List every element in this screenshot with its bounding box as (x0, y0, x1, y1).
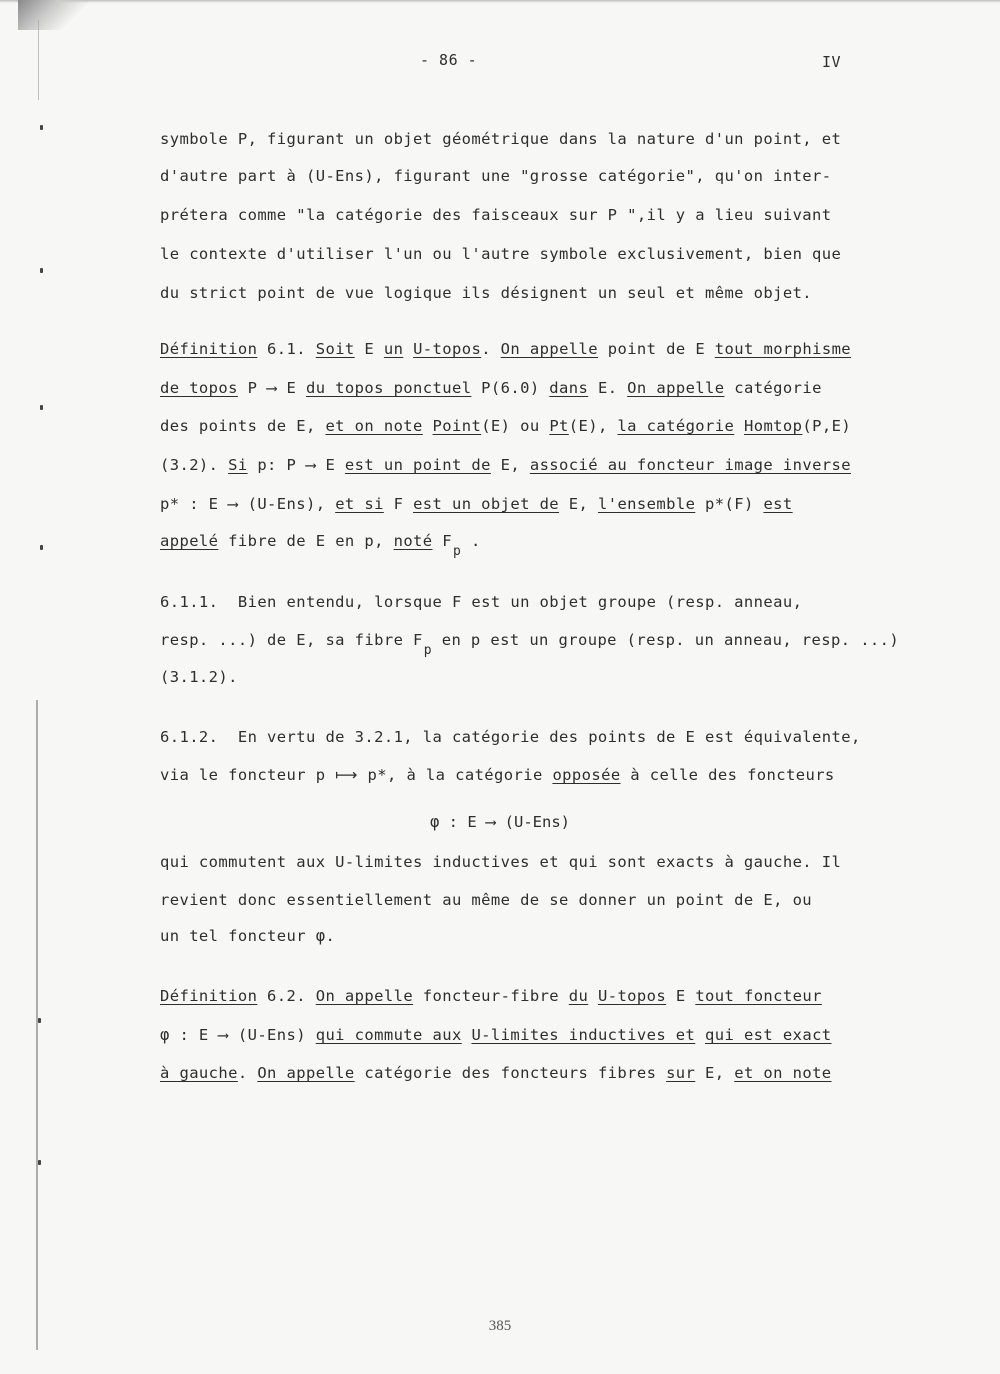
scan-speck (40, 268, 43, 273)
text-line: 6.1.1. Bien entendu, lorsque F est un objet groupe (resp. anneau, (160, 593, 803, 611)
page-number: - 86 - (420, 51, 478, 69)
text-line: le contexte d'utiliser l'un ou l'autre symbole exclusivement, bien que (160, 245, 842, 263)
text-line: d'autre part à (U-Ens), figurant une "grosse catégorie", qu'on inter- (160, 167, 832, 185)
heading-word: Définition (160, 340, 258, 358)
chapter-number: IV (822, 53, 842, 71)
scan-speck (40, 545, 43, 550)
text-line: via le foncteur p ⟼ p*, à la catégorie opposée à celle des foncteurs (160, 766, 835, 784)
scan-corner-shadow (18, 0, 88, 30)
text-line: 6.1.2. En vertu de 3.2.1, la catégorie des points de E est équivalente, (160, 728, 861, 746)
scan-edge (38, 20, 39, 100)
text-line: symbole P, figurant un objet géométrique dans la nature d'un point, et (160, 130, 842, 148)
definition-6-1-line: appelé fibre de E en p, noté $F_p$ . (160, 532, 481, 559)
definition-6-2-line: Définition 6.2. On appelle foncteur-fibre du U-topos E tout foncteur (160, 987, 822, 1005)
text-line: un tel foncteur φ. (160, 927, 336, 945)
scan-edge (0, 0, 1000, 3)
scan-speck (38, 1160, 41, 1165)
text-line: revient donc essentiellement au même de se donner un point de E, ou (160, 891, 813, 909)
scan-speck (40, 125, 43, 130)
folio-number: 385 (488, 1318, 512, 1334)
text-line: resp. ...) de E, sa fibre $F_p$ en p est un groupe (resp. un anneau, resp. ...) (160, 631, 900, 658)
definition-6-1-line: p* : E ⟶ (U-Ens), et si F est un objet de E, l'ensemble p*(F) est (160, 495, 793, 513)
definition-6-2-line: à gauche. On appelle catégorie des foncteurs fibres sur E, et on note (160, 1064, 832, 1082)
definition-6-1-line: des points de E, et on note Point(E) ou Pt(E), la catégorie Homtop(P,E) (160, 417, 852, 435)
scan-edge (36, 700, 38, 1350)
definition-6-1-line: de topos P ⟶ E du topos ponctuel P(6.0) dans E. On appelle catégorie (160, 379, 822, 397)
text-line: (3.1.2). (160, 668, 238, 686)
text-line: qui commutent aux U-limites inductives et qui sont exacts à gauche. Il (160, 853, 842, 871)
definition-6-2-line: φ : E ⟶ (U-Ens) qui commute aux U-limites inductives et qui est exact (160, 1026, 832, 1044)
scan-speck (38, 1018, 41, 1023)
scan-speck (40, 405, 43, 410)
definition-6-1-line: Définition 6.1. Soit E un U-topos. On appelle point de E tout morphisme (160, 340, 852, 358)
text-line: du strict point de vue logique ils désignent un seul et même objet. (160, 284, 813, 302)
formula: φ : E ⟶ (U-Ens) (430, 813, 570, 831)
text-line: prétera comme "la catégorie des faisceaux sur P ",il y a lieu suivant (160, 206, 832, 224)
definition-6-1-line: (3.2). Si p: P ⟶ E est un point de E, associé au foncteur image inverse (160, 456, 851, 474)
